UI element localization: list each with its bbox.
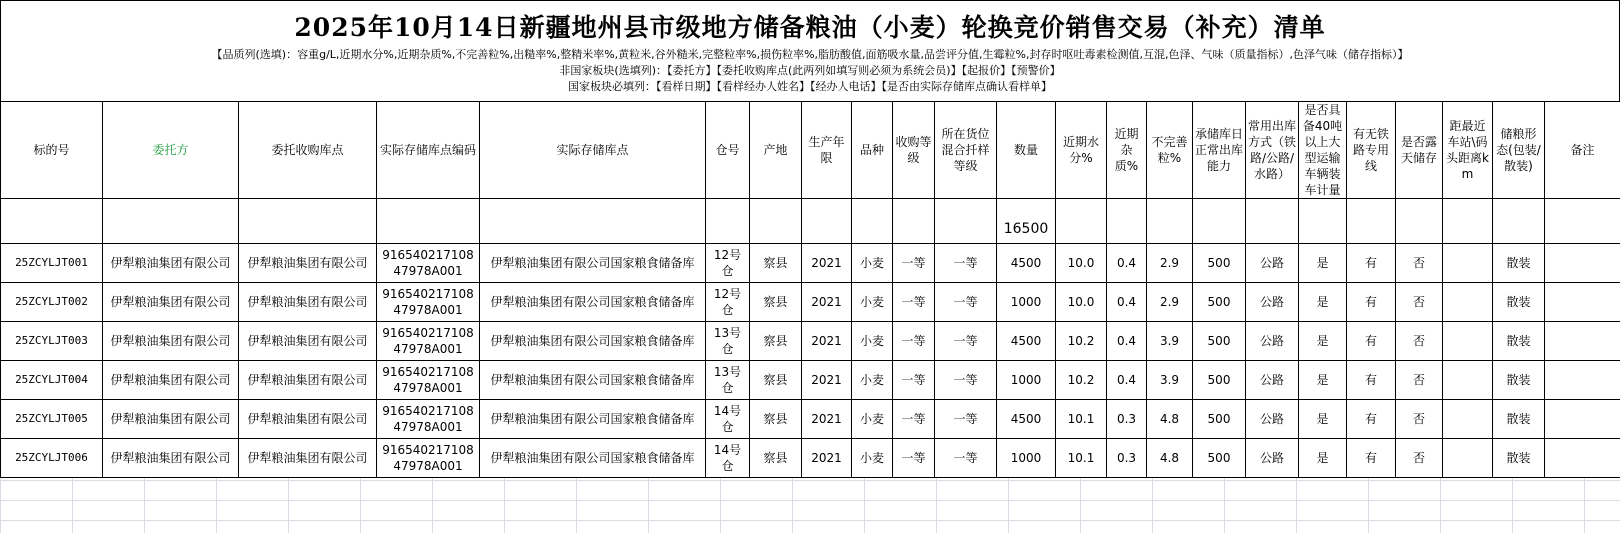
storage-point-cell[interactable]: 伊犁粮油集团有限公司国家粮食储备库	[480, 322, 706, 361]
variety-cell[interactable]: 小麦	[852, 244, 893, 283]
grade-cell[interactable]: 一等	[893, 244, 935, 283]
impurity-cell[interactable]: 0.4	[1107, 361, 1147, 400]
large-truck-cell[interactable]: 是	[1299, 361, 1347, 400]
quantity-cell[interactable]: 4500	[997, 322, 1056, 361]
table-cell[interactable]	[1246, 199, 1299, 244]
moisture-cell[interactable]: 10.2	[1056, 361, 1107, 400]
impurity-cell[interactable]: 0.4	[1107, 283, 1147, 322]
distance-cell[interactable]	[1443, 400, 1493, 439]
year-cell[interactable]: 2021	[802, 439, 852, 478]
non-national-note: 非国家板块(选填列)：【委托方】【委托收购库点(此两列如填写则必须为系统会员)】【起报价】【预警价】	[559, 64, 1061, 77]
impurity-cell[interactable]: 0.4	[1107, 244, 1147, 283]
moisture-cell[interactable]: 10.2	[1056, 322, 1107, 361]
storage-code-cell[interactable]: 91654021710847978A001	[377, 439, 480, 478]
col-header[interactable]: 距最近车站\码头距离km	[1443, 102, 1493, 199]
origin-cell[interactable]: 察县	[750, 244, 802, 283]
rail-cell[interactable]: 有	[1347, 400, 1396, 439]
col-header[interactable]: 委托方	[103, 102, 239, 199]
moisture-cell[interactable]: 10.0	[1056, 244, 1107, 283]
open-air-cell[interactable]: 否	[1396, 322, 1443, 361]
table-row	[1, 244, 1620, 283]
lot-id-cell[interactable]: 25ZCYLJT004	[1, 361, 103, 400]
storage-code-cell[interactable]: 91654021710847978A001	[377, 400, 480, 439]
capacity-cell[interactable]: 500	[1193, 361, 1246, 400]
lot-id-cell[interactable]: 25ZCYLJT001	[1, 244, 103, 283]
method-cell[interactable]: 公路	[1246, 400, 1299, 439]
impurity-cell[interactable]: 0.3	[1107, 439, 1147, 478]
moisture-cell[interactable]: 10.0	[1056, 283, 1107, 322]
distance-cell[interactable]	[1443, 361, 1493, 400]
open-air-cell[interactable]: 否	[1396, 400, 1443, 439]
table-cell[interactable]	[1545, 199, 1620, 244]
rail-cell[interactable]: 有	[1347, 361, 1396, 400]
lot-id-cell[interactable]: 25ZCYLJT003	[1, 322, 103, 361]
storage-point-cell[interactable]: 伊犁粮油集团有限公司国家粮食储备库	[480, 244, 706, 283]
imperfect-cell[interactable]: 4.8	[1147, 400, 1193, 439]
origin-cell[interactable]: 察县	[750, 439, 802, 478]
header-row	[1, 102, 1620, 199]
col-header[interactable]: 品种	[852, 102, 893, 199]
table-cell[interactable]	[893, 199, 935, 244]
col-header[interactable]: 近期水分%	[1056, 102, 1107, 199]
table-cell[interactable]	[103, 199, 239, 244]
purchase-point-cell[interactable]: 伊犁粮油集团有限公司	[239, 283, 377, 322]
variety-cell[interactable]: 小麦	[852, 283, 893, 322]
sample-grade-cell[interactable]: 一等	[935, 439, 997, 478]
sample-grade-cell[interactable]: 一等	[935, 283, 997, 322]
client-cell[interactable]: 伊犁粮油集团有限公司	[103, 400, 239, 439]
capacity-cell[interactable]: 500	[1193, 400, 1246, 439]
method-cell[interactable]: 公路	[1246, 244, 1299, 283]
grade-cell[interactable]: 一等	[893, 283, 935, 322]
col-header[interactable]: 是否具备40吨以上大型运输车辆装车计量	[1299, 102, 1347, 199]
distance-cell[interactable]	[1443, 322, 1493, 361]
origin-cell[interactable]: 察县	[750, 361, 802, 400]
year-cell[interactable]: 2021	[802, 400, 852, 439]
form-cell[interactable]: 散装	[1493, 283, 1545, 322]
bin-cell[interactable]: 12号仓	[706, 244, 750, 283]
capacity-cell[interactable]: 500	[1193, 439, 1246, 478]
rail-cell[interactable]: 有	[1347, 244, 1396, 283]
col-header[interactable]: 委托收购库点	[239, 102, 377, 199]
imperfect-cell[interactable]: 3.9	[1147, 322, 1193, 361]
storage-code-cell[interactable]: 91654021710847978A001	[377, 322, 480, 361]
impurity-cell[interactable]: 0.3	[1107, 400, 1147, 439]
large-truck-cell[interactable]: 是	[1299, 439, 1347, 478]
national-note: 国家板块必填列：【看样日期】【看样经办人姓名】【经办人电话】【是否由实际存储库点确认看样单】	[568, 80, 1052, 93]
col-header[interactable]: 标的号	[1, 102, 103, 199]
remark-cell[interactable]	[1545, 439, 1620, 478]
total-row	[1, 199, 1620, 244]
purchase-point-cell[interactable]: 伊犁粮油集团有限公司	[239, 439, 377, 478]
year-cell[interactable]: 2021	[802, 244, 852, 283]
impurity-cell[interactable]: 0.4	[1107, 322, 1147, 361]
col-header[interactable]: 数量	[997, 102, 1056, 199]
capacity-cell[interactable]: 500	[1193, 283, 1246, 322]
storage-point-cell[interactable]: 伊犁粮油集团有限公司国家粮食储备库	[480, 361, 706, 400]
large-truck-cell[interactable]: 是	[1299, 244, 1347, 283]
form-cell[interactable]: 散装	[1493, 400, 1545, 439]
table-cell[interactable]	[750, 199, 802, 244]
remark-cell[interactable]	[1545, 244, 1620, 283]
bin-cell[interactable]: 14号仓	[706, 400, 750, 439]
sample-grade-cell[interactable]: 一等	[935, 400, 997, 439]
storage-point-cell[interactable]: 伊犁粮油集团有限公司国家粮食储备库	[480, 439, 706, 478]
lot-id-cell[interactable]: 25ZCYLJT002	[1, 283, 103, 322]
variety-cell[interactable]: 小麦	[852, 361, 893, 400]
total-quantity-cell[interactable]: 16500	[997, 199, 1056, 244]
table-cell[interactable]	[1107, 199, 1147, 244]
origin-cell[interactable]: 察县	[750, 400, 802, 439]
lot-id-cell[interactable]: 25ZCYLJT006	[1, 439, 103, 478]
storage-point-cell[interactable]: 伊犁粮油集团有限公司国家粮食储备库	[480, 283, 706, 322]
table-cell[interactable]	[480, 199, 706, 244]
client-cell[interactable]: 伊犁粮油集团有限公司	[103, 322, 239, 361]
form-cell[interactable]: 散装	[1493, 361, 1545, 400]
col-header[interactable]: 常用出库方式（铁路/公路/水路）	[1246, 102, 1299, 199]
col-header[interactable]: 产地	[750, 102, 802, 199]
variety-cell[interactable]: 小麦	[852, 322, 893, 361]
imperfect-cell[interactable]: 3.9	[1147, 361, 1193, 400]
rail-cell[interactable]: 有	[1347, 283, 1396, 322]
open-air-cell[interactable]: 否	[1396, 361, 1443, 400]
variety-cell[interactable]: 小麦	[852, 400, 893, 439]
sample-grade-cell[interactable]: 一等	[935, 322, 997, 361]
quantity-cell[interactable]: 1000	[997, 439, 1056, 478]
grade-cell[interactable]: 一等	[893, 322, 935, 361]
large-truck-cell[interactable]: 是	[1299, 400, 1347, 439]
open-air-cell[interactable]: 否	[1396, 244, 1443, 283]
client-cell[interactable]: 伊犁粮油集团有限公司	[103, 439, 239, 478]
col-header[interactable]: 生产年限	[802, 102, 852, 199]
sheet-header	[0, 0, 1620, 101]
purchase-point-cell[interactable]: 伊犁粮油集团有限公司	[239, 244, 377, 283]
distance-cell[interactable]	[1443, 439, 1493, 478]
remark-cell[interactable]	[1545, 283, 1620, 322]
col-header[interactable]: 实际存储库点	[480, 102, 706, 199]
sample-grade-cell[interactable]: 一等	[935, 361, 997, 400]
purchase-point-cell[interactable]: 伊犁粮油集团有限公司	[239, 322, 377, 361]
col-header[interactable]: 承储库日正常出库能力	[1193, 102, 1246, 199]
table-cell[interactable]	[377, 199, 480, 244]
purchase-point-cell[interactable]: 伊犁粮油集团有限公司	[239, 361, 377, 400]
table-cell[interactable]	[1443, 199, 1493, 244]
imperfect-cell[interactable]: 4.8	[1147, 439, 1193, 478]
purchase-point-cell[interactable]: 伊犁粮油集团有限公司	[239, 400, 377, 439]
form-cell[interactable]: 散装	[1493, 244, 1545, 283]
col-header[interactable]: 仓号	[706, 102, 750, 199]
method-cell[interactable]: 公路	[1246, 439, 1299, 478]
form-cell[interactable]: 散装	[1493, 322, 1545, 361]
year-cell[interactable]: 2021	[802, 361, 852, 400]
storage-code-cell[interactable]: 91654021710847978A001	[377, 361, 480, 400]
table-cell[interactable]	[1347, 199, 1396, 244]
quantity-cell[interactable]: 1000	[997, 283, 1056, 322]
table-cell[interactable]	[935, 199, 997, 244]
lot-id-cell[interactable]: 25ZCYLJT005	[1, 400, 103, 439]
remark-cell[interactable]	[1545, 400, 1620, 439]
large-truck-cell[interactable]: 是	[1299, 283, 1347, 322]
origin-cell[interactable]: 察县	[750, 283, 802, 322]
col-header[interactable]: 所在货位混合扦样等级	[935, 102, 997, 199]
table-cell[interactable]	[1, 199, 103, 244]
table-cell[interactable]	[1056, 199, 1107, 244]
grade-cell[interactable]: 一等	[893, 400, 935, 439]
year-cell[interactable]: 2021	[802, 283, 852, 322]
bin-cell[interactable]: 13号仓	[706, 361, 750, 400]
remark-cell[interactable]	[1545, 361, 1620, 400]
col-header[interactable]: 备注	[1545, 102, 1620, 199]
rail-cell[interactable]: 有	[1347, 439, 1396, 478]
bin-cell[interactable]: 13号仓	[706, 322, 750, 361]
col-header[interactable]: 实际存储库点编码	[377, 102, 480, 199]
table-cell[interactable]	[706, 199, 750, 244]
capacity-cell[interactable]: 500	[1193, 244, 1246, 283]
storage-code-cell[interactable]: 91654021710847978A001	[377, 244, 480, 283]
grade-cell[interactable]: 一等	[893, 439, 935, 478]
open-air-cell[interactable]: 否	[1396, 283, 1443, 322]
storage-code-cell[interactable]: 91654021710847978A001	[377, 283, 480, 322]
quantity-cell[interactable]: 4500	[997, 244, 1056, 283]
sample-grade-cell[interactable]: 一等	[935, 244, 997, 283]
moisture-cell[interactable]: 10.1	[1056, 439, 1107, 478]
col-header[interactable]: 储粮形态(包装/散装)	[1493, 102, 1545, 199]
grade-cell[interactable]: 一等	[893, 361, 935, 400]
quantity-cell[interactable]: 4500	[997, 400, 1056, 439]
imperfect-cell[interactable]: 2.9	[1147, 244, 1193, 283]
table-row	[1, 322, 1620, 361]
table-cell[interactable]	[239, 199, 377, 244]
client-cell[interactable]: 伊犁粮油集团有限公司	[103, 283, 239, 322]
col-header[interactable]: 是否露天储存	[1396, 102, 1443, 199]
table-cell[interactable]	[852, 199, 893, 244]
storage-point-cell[interactable]: 伊犁粮油集团有限公司国家粮食储备库	[480, 400, 706, 439]
listing-table	[0, 101, 1620, 478]
table-row	[1, 439, 1620, 478]
col-header[interactable]: 收购等级	[893, 102, 935, 199]
table-cell[interactable]	[802, 199, 852, 244]
method-cell[interactable]: 公路	[1246, 322, 1299, 361]
quality-note: 【品质列(选填)：容重g/L,近期水分%,近期杂质%,不完善粒%,出糙率%,整精米率%,黄粒米,谷外糙米,完整粒率%,损伤粒率%,脂肪酸值,面筋吸水量,品尝评分值,生霉粒%,封存时呕吐毒素检测值,互混,色泽、气味（质量指标）,色泽气味（储存指标）】	[211, 48, 1409, 61]
table-row	[1, 400, 1620, 439]
imperfect-cell[interactable]: 2.9	[1147, 283, 1193, 322]
quantity-cell[interactable]: 1000	[997, 361, 1056, 400]
client-cell[interactable]: 伊犁粮油集团有限公司	[103, 361, 239, 400]
col-header[interactable]: 不完善粒%	[1147, 102, 1193, 199]
method-cell[interactable]: 公路	[1246, 283, 1299, 322]
col-header[interactable]: 有无铁路专用线	[1347, 102, 1396, 199]
distance-cell[interactable]	[1443, 283, 1493, 322]
large-truck-cell[interactable]: 是	[1299, 322, 1347, 361]
bin-cell[interactable]: 14号仓	[706, 439, 750, 478]
col-header[interactable]: 近期杂质%	[1107, 102, 1147, 199]
remark-cell[interactable]	[1545, 322, 1620, 361]
bin-cell[interactable]: 12号仓	[706, 283, 750, 322]
year-cell[interactable]: 2021	[802, 322, 852, 361]
origin-cell[interactable]: 察县	[750, 322, 802, 361]
distance-cell[interactable]	[1443, 244, 1493, 283]
form-cell[interactable]: 散装	[1493, 439, 1545, 478]
rail-cell[interactable]: 有	[1347, 322, 1396, 361]
table-row	[1, 283, 1620, 322]
capacity-cell[interactable]: 500	[1193, 322, 1246, 361]
client-cell[interactable]: 伊犁粮油集团有限公司	[103, 244, 239, 283]
method-cell[interactable]: 公路	[1246, 361, 1299, 400]
table-cell[interactable]	[1299, 199, 1347, 244]
table-cell[interactable]	[1493, 199, 1545, 244]
variety-cell[interactable]: 小麦	[852, 439, 893, 478]
table-cell[interactable]	[1147, 199, 1193, 244]
table-row	[1, 361, 1620, 400]
open-air-cell[interactable]: 否	[1396, 439, 1443, 478]
page-title: 2025年10月14日新疆地州县市级地方储备粮油（小麦）轮换竞价销售交易（补充）清单	[294, 13, 1326, 42]
table-cell[interactable]	[1193, 199, 1246, 244]
moisture-cell[interactable]: 10.1	[1056, 400, 1107, 439]
table-cell[interactable]	[1396, 199, 1443, 244]
